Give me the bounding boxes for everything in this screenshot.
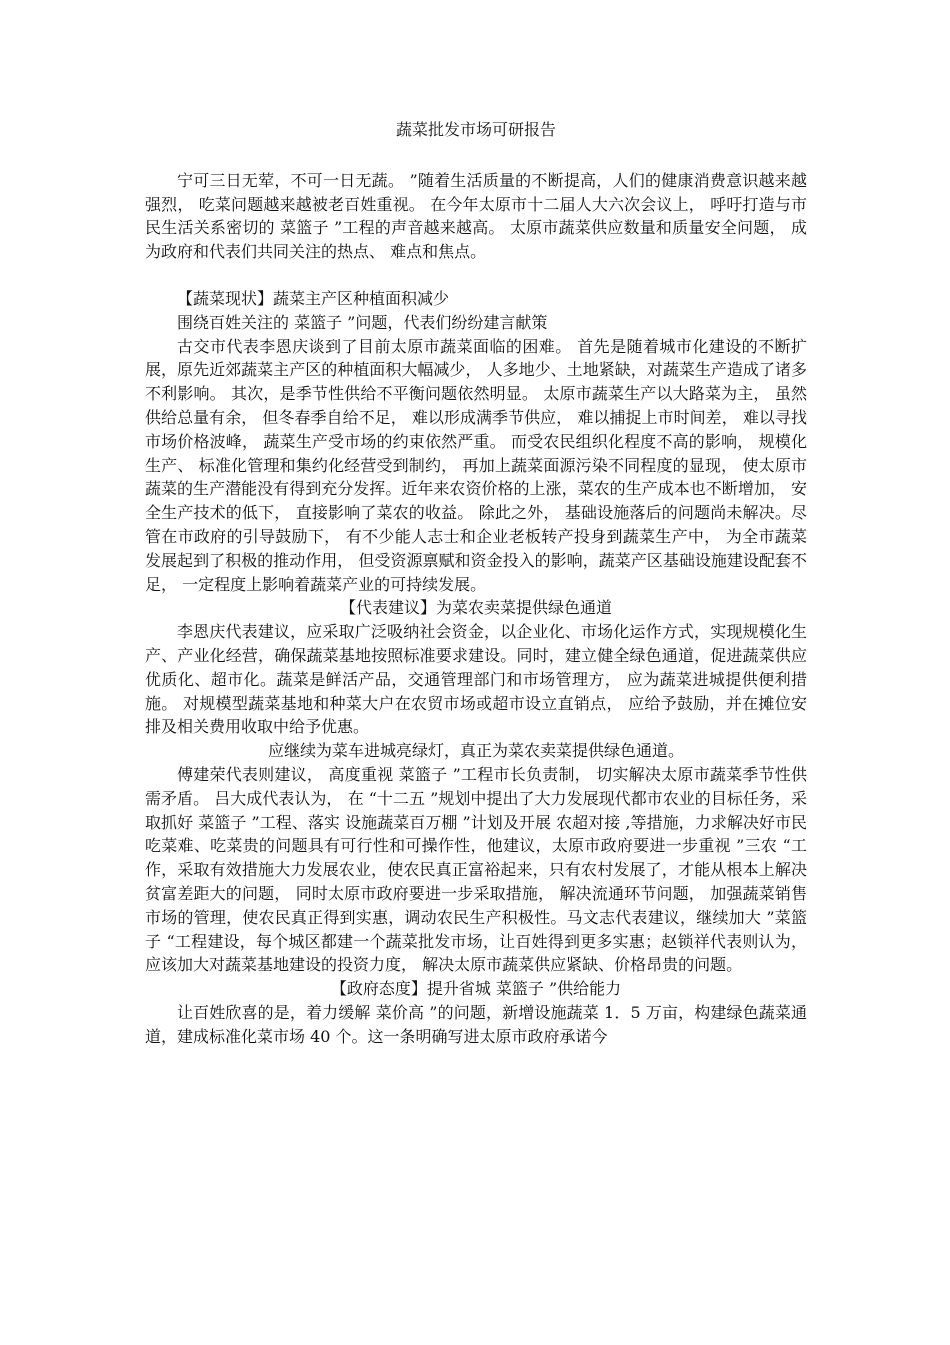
section-body-suggestions-3: 傅建荣代表则建议， 高度重视 菜篮子 ”工程市长负责制， 切实解决太原市蔬菜季节性供需矛盾。 吕大成代表认为， 在 “十二五 ”规划中提出了大力发展现代都市农业的目标任务，采取抓好 菜篮子 ”工程、落实 设施蔬菜百万棚 ”计划及开展 农超对接 ,等措施，力求解决好市民吃菜难、吃菜贵的问题具有可行性和可操作性，他建议，太原市政府要进一步重视 ”三农 “工作，采取有效措施大力发展农业，使农民真正富裕起来，只有农村发展了，才能从根本上解决贫富差距大的问题， 同时太原市政府要进一步采取措施， 解决流通环节问题， 加强蔬菜销售市场的管理，使农民真正得到实惠，调动农民生产积极性。马文志代表建议，继续加大 ”菜篮子 “工程建设，每个城区都建一个蔬菜批发市场，让百姓得到更多实惠；赵锁祥代表则认为， 应该加大对蔬菜基地建设的投资力度， 解决太原市蔬菜供应紧缺、价格昂贵的问题。 bbox=[145, 764, 807, 975]
document-title: 蔬菜批发市场可研报告 bbox=[395, 120, 556, 139]
section-body-status: 古交市代表李恩庆谈到了目前太原市蔬菜面临的困难。 首先是随着城市化建设的不断扩展，原先近郊蔬菜主产区的种植面积大幅减少， 人多地少、土地紧缺，对蔬菜生产造成了诸多不利影响。 其次，是季节性供给不平衡问题依然明显。 太原市蔬菜生产以大路菜为主， 虽然供给总量有余， 但冬春季自给不足， 难以形成满季节供应， 难以捕捉上市时间差， 难以寻找市场价格波峰， 蔬菜生产受市场的约束依然严重。 而受农民组织化程度不高的影响， 规模化生产、 标准化管理和集约化经营受到制约， 再加上蔬菜面源污染不同程度的显现， 使太原市蔬菜的生产潜能没有得到充分发挥。近年来农资价格的上涨，菜农的生产成本也不断增加， 安全生产技术的低下， 直接影响了菜农的收益。 除此之外， 基础设施落后的问题尚未解决。尽管在市政府的引导鼓励下， 有不少能人志士和企业老板转产投身到蔬菜生产中， 为全市蔬菜发展起到了积极的推动作用， 但受资源禀赋和资金投入的影响，蔬菜产区基础设施建设配套不足， 一定程度上影响着蔬菜产业的可持续发展。 bbox=[145, 336, 807, 594]
section-heading-status: 【蔬菜现状】蔬菜主产区种植面积减少 bbox=[177, 288, 450, 308]
spacer bbox=[145, 264, 807, 287]
section-body-suggestions-1: 李恩庆代表建议，应采取广泛吸纳社会资金，以企业化、市场化运作方式，实现规模化生产、产业化经营，确保蔬菜基地按照标准要求建设。同时，建立健全绿色通道，促进蔬菜供应优质化、超市化。蔬菜是鲜活产品，交通管理部门和市场管理方， 应为蔬菜进城提供便利措施。 对规模型蔬菜基地和种菜大户在农贸市场或超市设立直销点， 应给予鼓励，并在摊位安排及相关费用收取中给予优惠。 bbox=[145, 622, 807, 737]
section-heading-suggestions: 【代表建议】为菜农卖菜提供绿色通道 bbox=[339, 598, 612, 618]
section-subheading-status: 围绕百姓关注的 菜篮子 ”问题，代表们纷纷建言献策 bbox=[177, 312, 548, 332]
section-body-suggestions-2: 应继续为菜车进城亮绿灯，真正为菜农卖菜提供绿色通道。 bbox=[267, 741, 684, 761]
document-page bbox=[145, 118, 807, 1048]
intro-paragraph: 宁可三日无荤，不可一日无蔬。 ”随着生活质量的不断提高，人们的健康消费意识越来越强烈， 吃菜问题越来越被老百姓重视。 在今年太原市十二届人大六次会议上， 呼吁打造与市民生活关系密切的 菜篮子 ”工程的声音越来越高。 太原市蔬菜供应数量和质量安全问题， 成为政府和代表们共同关注的热点、 难点和焦点。 bbox=[145, 170, 807, 262]
section-body-government: 让百姓欣喜的是，着力缓解 菜价高 ”的问题，新增设施蔬菜 1．5 万亩，构建绿色蔬菜通道，建成标准化菜市场 40 个。这一条明确写进太原市政府承诺今 bbox=[145, 1002, 807, 1046]
section-heading-government: 【政府态度】提升省城 菜篮子 ”供给能力 bbox=[330, 979, 622, 999]
